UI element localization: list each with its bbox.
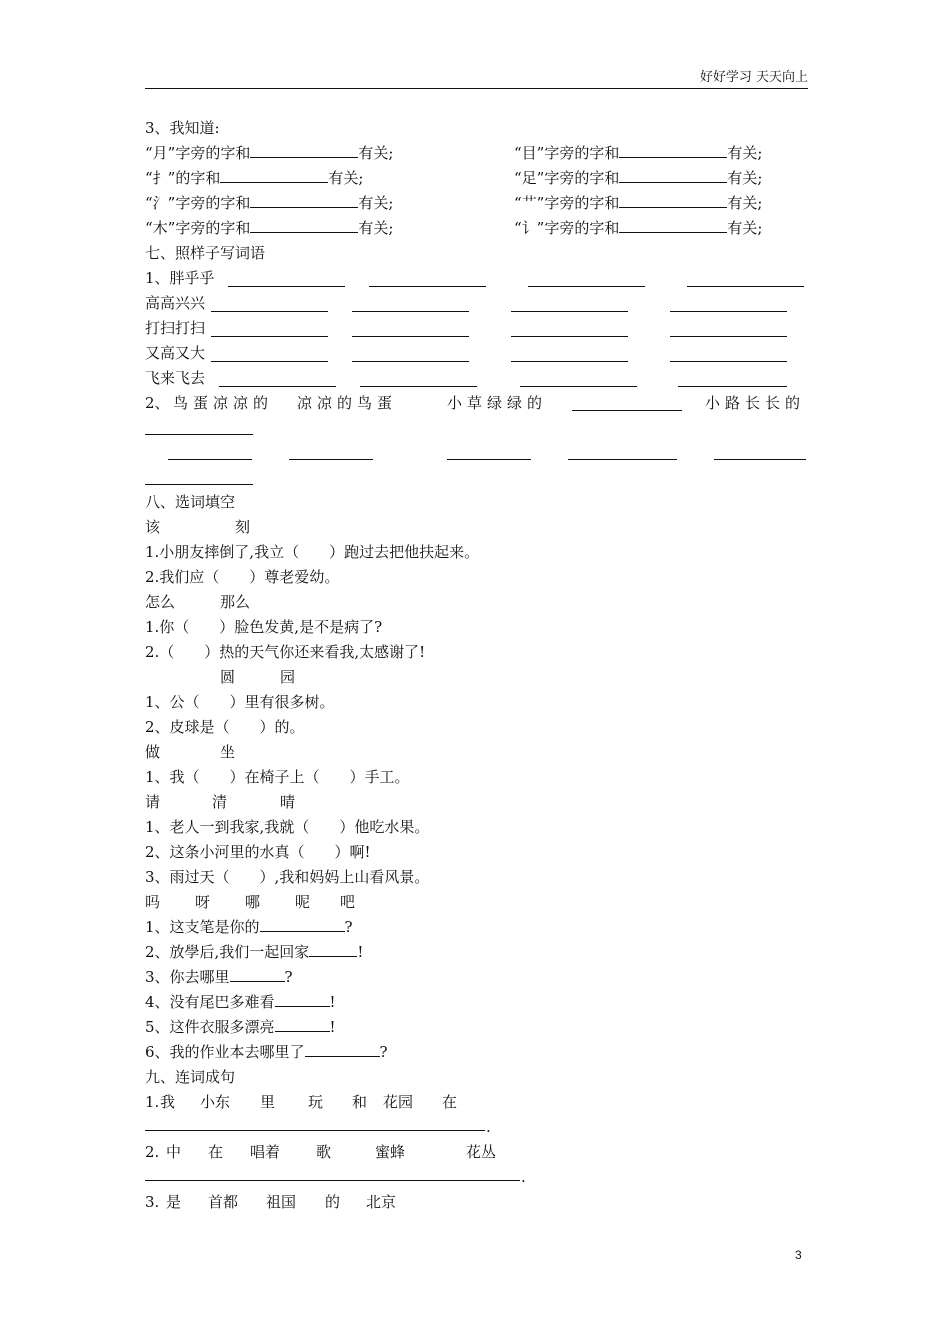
fill-item: 1、我（ ）在椅子上（ ）手工。: [145, 768, 410, 786]
fill-item: 1.小朋友摔倒了,我立（ ）跑过去把他扶起来。: [145, 543, 480, 561]
radical-row-4-right: [514, 218, 762, 238]
word-choice: 哪: [245, 893, 261, 911]
particle-prompt: 6、我的作业本去哪里了: [145, 1043, 305, 1061]
answer-blank[interactable]: [250, 143, 358, 158]
answer-blank[interactable]: [619, 143, 727, 158]
pattern-row-4: 又高又大: [145, 344, 206, 362]
fill-item: 2、皮球是（ ）的。: [145, 718, 305, 736]
answer-blank[interactable]: [528, 286, 645, 287]
answer-blank[interactable]: [352, 336, 469, 337]
word-choice: 清: [212, 793, 228, 811]
answer-blank[interactable]: [520, 386, 637, 387]
particle-item: [145, 992, 336, 1012]
scrambled-word: 蜜蜂: [375, 1143, 406, 1161]
section-3-title: 3、我知道:: [145, 119, 220, 137]
pattern-row-2: 高高兴兴: [145, 294, 206, 312]
section-8-title: 八、选词填空: [145, 493, 236, 511]
answer-blank[interactable]: [250, 218, 358, 233]
q1-label: 1.: [145, 1093, 160, 1111]
scrambled-word: 的: [325, 1193, 341, 1211]
word-choice: 吧: [340, 893, 356, 911]
particle-end: ?: [344, 918, 353, 936]
fill-item: 1、公（ ）里有很多树。: [145, 693, 335, 711]
answer-blank[interactable]: [352, 311, 469, 312]
radical-tail: 有关;: [727, 194, 763, 212]
pattern-row-3: 打扫打扫: [145, 319, 206, 337]
answer-blank[interactable]: [168, 459, 252, 460]
sentence-end: .: [521, 1168, 526, 1186]
word-choice: 做: [145, 743, 161, 761]
word-choice: 圆: [220, 668, 236, 686]
answer-blank[interactable]: [360, 386, 477, 387]
word-choice: 晴: [280, 793, 296, 811]
answer-blank[interactable]: [511, 311, 628, 312]
answer-blank[interactable]: [619, 193, 727, 208]
q2-example-4: 小路长长的: [705, 394, 806, 412]
radical-row-2-left: [145, 168, 363, 188]
radical-row-3-left: [145, 193, 393, 213]
word-choice: 坐: [220, 743, 236, 761]
particle-prompt: 4、没有尾巴多难看: [145, 993, 275, 1011]
particle-end: !: [329, 1018, 336, 1036]
answer-blank[interactable]: [511, 361, 628, 362]
particle-end: ?: [284, 968, 293, 986]
q2-label: 2、: [145, 394, 170, 412]
fill-item: 2.（ ）热的天气你还来看我,太感谢了!: [145, 643, 426, 661]
radical-label: “月”字旁的字和: [145, 144, 251, 162]
answer-blank[interactable]: [230, 967, 285, 982]
q2-example-3: 小草绿绿的: [447, 394, 548, 412]
word-choice: 呢: [295, 893, 311, 911]
answer-blank[interactable]: [572, 410, 682, 411]
radical-row-4-left: [145, 218, 393, 238]
scrambled-word: 歌: [316, 1143, 332, 1161]
answer-blank[interactable]: [309, 942, 357, 957]
answer-blank[interactable]: [670, 361, 787, 362]
scrambled-word: 北京: [366, 1193, 397, 1211]
radical-row-3-right: [514, 193, 762, 213]
scrambled-word: 玩: [308, 1093, 324, 1111]
fill-item: 1.你（ ）脸色发黄,是不是病了?: [145, 618, 383, 636]
particle-prompt: 2、放學后,我们一起回家: [145, 943, 310, 961]
scrambled-word: 花园: [383, 1093, 414, 1111]
radical-tail: 有关;: [727, 169, 763, 187]
answer-blank[interactable]: [211, 361, 328, 362]
fill-item: 2.我们应（ ）尊老爱幼。: [145, 568, 340, 586]
particle-item: [145, 967, 293, 987]
answer-blank[interactable]: [211, 311, 328, 312]
particle-end: ?: [379, 1043, 388, 1061]
answer-blank[interactable]: [619, 218, 727, 233]
radical-tail: 有关;: [727, 219, 763, 237]
answer-blank[interactable]: [678, 386, 787, 387]
particle-item: [145, 1017, 336, 1037]
scrambled-word: 是: [166, 1193, 182, 1211]
particle-item: [145, 917, 353, 937]
scrambled-word: 里: [260, 1093, 276, 1111]
page-header: [145, 66, 808, 89]
word-choice: 吗: [145, 893, 161, 911]
answer-blank[interactable]: [220, 168, 328, 183]
radical-row-1-left: [145, 143, 393, 163]
answer-blank[interactable]: [228, 286, 345, 287]
word-choice: 那么: [220, 593, 251, 611]
scrambled-word: 和: [352, 1093, 368, 1111]
scrambled-word: 在: [208, 1143, 224, 1161]
word-choice: 怎么: [145, 593, 176, 611]
word-choice: 呀: [195, 893, 211, 911]
particle-prompt: 3、你去哪里: [145, 968, 230, 986]
radical-tail: 有关;: [358, 194, 394, 212]
radical-tail: 有关;: [358, 144, 394, 162]
answer-blank[interactable]: [447, 459, 531, 460]
answer-blank[interactable]: [670, 336, 787, 337]
answer-blank[interactable]: [219, 386, 336, 387]
radical-label: “木”字旁的字和: [145, 219, 251, 237]
fill-item: 2、这条小河里的水真（ ）啊!: [145, 843, 371, 861]
scrambled-word: 花丛: [466, 1143, 497, 1161]
particle-end: !: [329, 993, 336, 1011]
word-choice: 园: [280, 668, 296, 686]
section-7-title: 七、照样子写词语: [145, 244, 266, 262]
answer-blank[interactable]: [670, 311, 787, 312]
q2-example-2: 凉凉的鸟蛋: [297, 394, 398, 412]
answer-blank[interactable]: [511, 336, 628, 337]
radical-row-1-right: [514, 143, 762, 163]
scrambled-word: 首都: [208, 1193, 239, 1211]
particle-item: [145, 1042, 388, 1062]
radical-label: “扌”的字和: [145, 169, 221, 187]
radical-tail: 有关;: [328, 169, 364, 187]
radical-label: “目”字旁的字和: [514, 144, 620, 162]
radical-label: “氵”字旁的字和: [145, 194, 251, 212]
sentence-end: .: [486, 1118, 491, 1136]
q2-example-1: 鸟蛋凉凉的: [173, 394, 274, 412]
answer-blank[interactable]: [211, 336, 328, 337]
answer-blank[interactable]: [352, 361, 469, 362]
pattern-row-5: 飞来飞去: [145, 369, 206, 387]
radical-label: “艹”字旁的字和: [514, 194, 620, 212]
radical-tail: 有关;: [727, 144, 763, 162]
particle-prompt: 5、这件衣服多漂亮: [145, 1018, 275, 1036]
answer-blank[interactable]: [145, 484, 253, 485]
particle-prompt: 1、这支笔是你的: [145, 918, 260, 936]
radical-label: “讠”字旁的字和: [514, 219, 620, 237]
fill-item: 3、雨过天（ ）,我和妈妈上山看风景。: [145, 868, 430, 886]
scrambled-word: 唱着: [250, 1143, 281, 1161]
answer-blank[interactable]: [289, 459, 373, 460]
radical-tail: 有关;: [358, 219, 394, 237]
scrambled-word: 我: [160, 1093, 176, 1111]
radical-row-2-right: [514, 168, 762, 188]
answer-blank[interactable]: [568, 459, 677, 460]
header-motto: 好好学习 天天向上: [699, 70, 808, 85]
answer-blank[interactable]: [145, 434, 253, 435]
sentence-answer-line[interactable]: [145, 1180, 520, 1181]
answer-blank[interactable]: [250, 193, 358, 208]
word-choice: 请: [145, 793, 161, 811]
sentence-answer-line[interactable]: [145, 1130, 485, 1131]
scrambled-word: 中: [166, 1143, 182, 1161]
page-number: 3: [795, 1248, 802, 1262]
pattern-row-1: 1、胖乎乎: [145, 269, 215, 287]
answer-blank[interactable]: [714, 459, 806, 460]
particle-item: [145, 942, 363, 962]
scrambled-word: 祖国: [266, 1193, 297, 1211]
particle-end: !: [357, 943, 364, 961]
q3-label: 3.: [145, 1193, 160, 1211]
answer-blank[interactable]: [369, 286, 486, 287]
scrambled-word: 在: [442, 1093, 458, 1111]
answer-blank[interactable]: [260, 917, 345, 932]
scrambled-word: 小东: [200, 1093, 231, 1111]
answer-blank[interactable]: [275, 992, 330, 1007]
word-choice: 刻: [235, 518, 251, 536]
q2-label: 2.: [145, 1143, 160, 1161]
word-choice: 该: [145, 518, 161, 536]
section-9-title: 九、连词成句: [145, 1068, 236, 1086]
answer-blank[interactable]: [687, 286, 804, 287]
answer-blank[interactable]: [619, 168, 727, 183]
answer-blank[interactable]: [275, 1017, 330, 1032]
fill-item: 1、老人一到我家,我就（ ）他吃水果。: [145, 818, 430, 836]
answer-blank[interactable]: [305, 1042, 380, 1057]
radical-label: “足”字旁的字和: [514, 169, 620, 187]
